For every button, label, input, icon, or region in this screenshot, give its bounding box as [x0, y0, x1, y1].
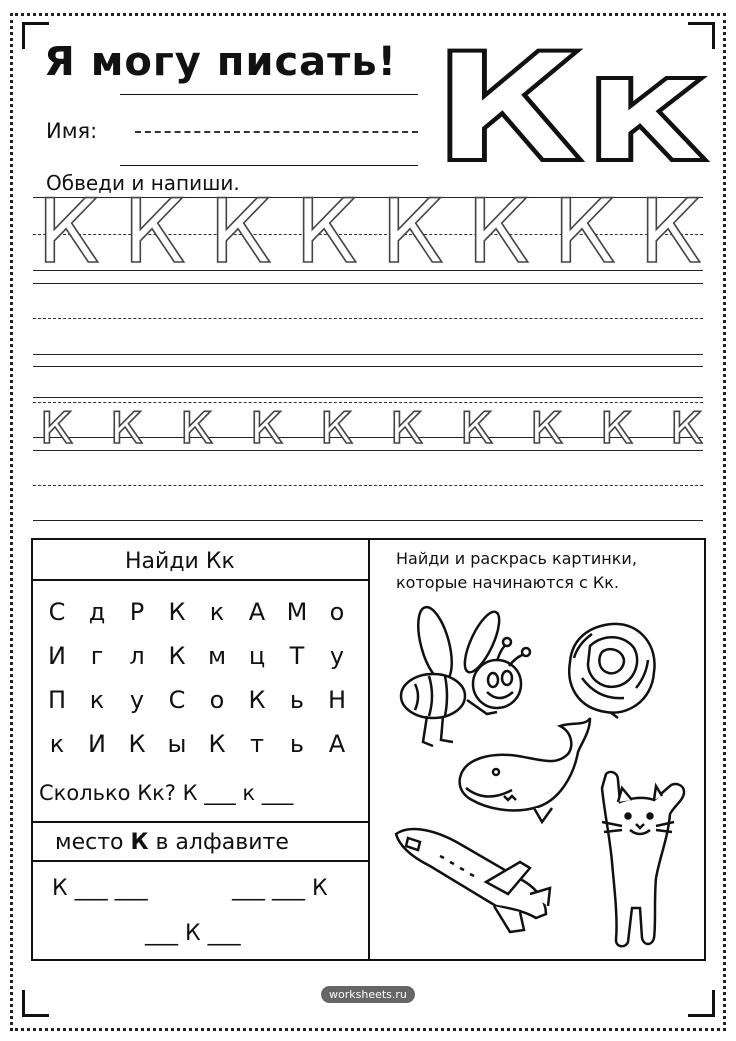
name-underline — [120, 165, 418, 166]
grid-letter[interactable]: м — [207, 642, 227, 670]
grid-letter[interactable]: М — [286, 598, 308, 626]
trace-letter[interactable]: к — [39, 389, 75, 457]
grid-letter[interactable]: т — [250, 730, 264, 758]
name-field[interactable] — [135, 131, 418, 133]
page-title: Я могу писать! — [44, 39, 397, 85]
trace-letter[interactable]: к — [669, 389, 705, 457]
trace-instruction: Обведи и напиши. — [46, 171, 240, 195]
guide-line — [33, 520, 703, 521]
trace-letter[interactable]: К — [381, 180, 444, 283]
alphabet-title-prefix: место — [55, 830, 131, 855]
find-title-divider — [31, 579, 368, 581]
grid-letter[interactable]: Н — [327, 686, 347, 714]
grid-letter[interactable]: к — [49, 730, 65, 758]
grid-letter[interactable]: К — [248, 686, 266, 714]
alphabet-title-suffix: в алфавите — [148, 830, 289, 855]
trace-letter[interactable]: к — [599, 389, 635, 457]
coloring-instruction — [396, 547, 637, 595]
grid-letter[interactable]: Р — [129, 598, 145, 626]
grid-letter[interactable]: А — [248, 598, 266, 626]
guide-line — [33, 366, 703, 367]
grid-letter[interactable]: г — [90, 642, 104, 670]
count-question[interactable]: Сколько Кк? К ___ к ___ — [39, 781, 294, 805]
grid-letter[interactable]: Т — [289, 642, 305, 670]
find-title: Найди Кк — [125, 549, 235, 574]
alphabet-title — [55, 830, 289, 856]
grid-letter[interactable]: С — [168, 686, 186, 714]
grid-letter[interactable]: К — [208, 730, 226, 758]
trace-letter[interactable]: к — [179, 389, 215, 457]
letter-grid — [40, 596, 360, 766]
grid-letter[interactable]: К — [168, 598, 186, 626]
grid-letter[interactable]: ц — [248, 642, 266, 670]
grid-letter[interactable]: у — [129, 686, 145, 714]
alphabet-line-middle[interactable]: ___ К ___ — [145, 921, 241, 946]
footer-badge[interactable] — [321, 983, 415, 1002]
trace-letter[interactable]: К — [553, 180, 616, 283]
corner-bl — [22, 990, 49, 1017]
footer-source[interactable]: worksheets.ru — [321, 986, 415, 1003]
guide-dash — [33, 485, 703, 486]
trace-letter[interactable]: к — [109, 389, 145, 457]
trace-letter[interactable]: К — [37, 180, 100, 283]
guide-line — [33, 450, 703, 451]
grid-letter[interactable]: д — [88, 598, 106, 626]
trace-letter[interactable]: к — [529, 389, 565, 457]
rocket-icon[interactable] — [390, 822, 555, 940]
grid-letter[interactable]: И — [48, 642, 66, 670]
panel-divider — [368, 538, 370, 959]
name-label: Имя: — [46, 119, 98, 143]
grid-letter[interactable]: о — [329, 598, 345, 626]
alphabet-divider — [31, 821, 368, 823]
guide-dash — [33, 318, 703, 319]
grid-letter[interactable]: ь — [289, 686, 305, 714]
cat-icon[interactable] — [596, 766, 696, 952]
title-underline — [120, 94, 418, 95]
grid-letter[interactable]: С — [48, 598, 66, 626]
trace-letter[interactable]: К — [295, 180, 358, 283]
trace-letter[interactable]: к — [319, 389, 355, 457]
trace-letter[interactable]: к — [249, 389, 285, 457]
grid-letter[interactable]: о — [209, 686, 225, 714]
grid-letter[interactable]: П — [47, 686, 67, 714]
grid-letter[interactable]: И — [88, 730, 106, 758]
trace-letter[interactable]: К — [639, 180, 702, 283]
grid-letter[interactable]: л — [129, 642, 145, 670]
trace-letter[interactable]: к — [389, 389, 425, 457]
grid-letter[interactable]: А — [328, 730, 346, 758]
big-letter-text: Кк — [433, 28, 708, 178]
alphabet-title-letter: К — [130, 830, 149, 855]
big-letter — [425, 28, 715, 178]
grid-letter[interactable]: к — [209, 598, 225, 626]
grid-letter[interactable]: ь — [289, 730, 305, 758]
cabbage-icon[interactable] — [562, 616, 662, 720]
trace-letter[interactable]: К — [209, 180, 272, 283]
grid-letter[interactable]: к — [89, 686, 105, 714]
trace-letter[interactable]: к — [459, 389, 495, 457]
trace-letter[interactable]: К — [467, 180, 530, 283]
guide-line — [33, 283, 703, 284]
alphabet-line-right[interactable]: ___ ___ К — [232, 876, 328, 901]
grid-letter[interactable]: К — [128, 730, 146, 758]
grid-letter[interactable]: ы — [167, 730, 187, 758]
coloring-instruction-line1: Найди и раскрась картинки, — [396, 549, 637, 568]
alphabet-line-left[interactable]: К ___ ___ — [52, 876, 148, 901]
whale-icon[interactable] — [456, 712, 596, 826]
coloring-instruction-line2: которые начинаются с Кк. — [396, 573, 619, 592]
grid-letter[interactable]: К — [168, 642, 186, 670]
alphabet-divider-2 — [31, 860, 368, 862]
guide-line — [33, 354, 703, 355]
grid-letter[interactable]: у — [329, 642, 345, 670]
corner-br — [688, 990, 715, 1017]
trace-letter[interactable]: К — [123, 180, 186, 283]
